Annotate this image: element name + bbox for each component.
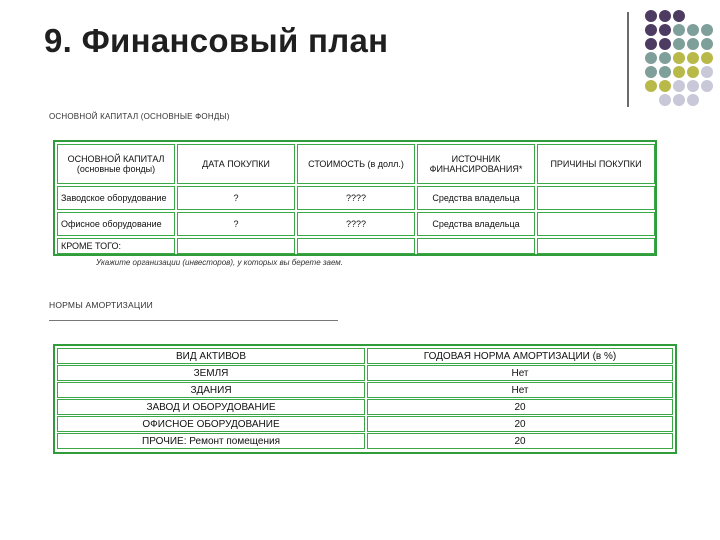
table1-header-cell: ПРИЧИНЫ ПОКУПКИ [537, 144, 655, 184]
decor-dot [701, 38, 713, 50]
decor-dot [673, 94, 685, 106]
table2-header-cell: ВИД АКТИВОВ [57, 348, 365, 364]
table1-cell: Средства владельца [417, 212, 535, 236]
table1-cell: ? [177, 186, 295, 210]
decor-divider [627, 12, 629, 107]
table2-cell: ПРОЧИЕ: Ремонт помещения [57, 433, 365, 449]
decor-dot [659, 66, 671, 78]
decor-dot [659, 10, 671, 22]
table2-cell: Нет [367, 382, 673, 398]
table2-cell: ЗДАНИЯ [57, 382, 365, 398]
table2-cell: ОФИСНОЕ ОБОРУДОВАНИЕ [57, 416, 365, 432]
table1-cell: ? [177, 212, 295, 236]
slide-title: 9. Финансовый план [44, 22, 389, 59]
table1-cell [537, 186, 655, 210]
decor-dot [645, 80, 657, 92]
table1-header-cell: СТОИМОСТЬ (в долл.) [297, 144, 415, 184]
table2-cell: 20 [367, 399, 673, 415]
decor-dot [645, 66, 657, 78]
decor-dot [645, 52, 657, 64]
decor-dot [687, 80, 699, 92]
table2-cell: ЗЕМЛЯ [57, 365, 365, 381]
fixed-assets-table [53, 140, 657, 256]
table1-cell [417, 238, 535, 254]
table1-cell [177, 238, 295, 254]
decor-dot [701, 66, 713, 78]
decor-dot [701, 24, 713, 36]
table1-header-cell: ИСТОЧНИК ФИНАНСИРОВАНИЯ* [417, 144, 535, 184]
decor-dot [673, 52, 685, 64]
table1-header-cell: ОСНОВНОЙ КАПИТАЛ (основные фонды) [57, 144, 175, 184]
table1-cell: Средства владельца [417, 186, 535, 210]
decor-dot [645, 24, 657, 36]
table2-cell: 20 [367, 433, 673, 449]
decor-dot [673, 80, 685, 92]
table1-caption: ОСНОВНОЙ КАПИТАЛ (ОСНОВНЫЕ ФОНДЫ) [49, 112, 230, 121]
decor-dot [659, 24, 671, 36]
depreciation-table [53, 344, 677, 454]
decor-dot [701, 80, 713, 92]
table2-cell: ЗАВОД И ОБОРУДОВАНИЕ [57, 399, 365, 415]
table2-cell: 20 [367, 416, 673, 432]
decor-dot [645, 38, 657, 50]
decor-dot [673, 38, 685, 50]
caption-rule [49, 320, 338, 321]
decor-dot [659, 38, 671, 50]
decor-dot [687, 66, 699, 78]
decor-dot [645, 10, 657, 22]
table1-cell [537, 238, 655, 254]
table1-cell [537, 212, 655, 236]
table1-cell: Заводское оборудование [57, 186, 175, 210]
table1-cell [297, 238, 415, 254]
decor-dot [659, 80, 671, 92]
decor-dot [673, 24, 685, 36]
table2-header-cell: ГОДОВАЯ НОРМА АМОРТИЗАЦИИ (в %) [367, 348, 673, 364]
table1-cell: КРОМЕ ТОГО: [57, 238, 175, 254]
table1-cell: Офисное оборудование [57, 212, 175, 236]
decor-dot [687, 94, 699, 106]
table1-cell: ???? [297, 186, 415, 210]
table1-cell: ???? [297, 212, 415, 236]
decor-dot [659, 94, 671, 106]
decor-dot [687, 24, 699, 36]
decor-dot-grid [640, 10, 720, 120]
table1-header-cell: ДАТА ПОКУПКИ [177, 144, 295, 184]
table2-cell: Нет [367, 365, 673, 381]
decor-dot [673, 10, 685, 22]
decor-dot [687, 38, 699, 50]
decor-dot [687, 52, 699, 64]
decor-dot [673, 66, 685, 78]
decor-dot [701, 52, 713, 64]
decor-dot [659, 52, 671, 64]
table1-footnote: Укажите организации (инвесторов), у которых вы берете заем. [96, 258, 344, 267]
table2-caption: НОРМЫ АМОРТИЗАЦИИ [49, 300, 153, 310]
